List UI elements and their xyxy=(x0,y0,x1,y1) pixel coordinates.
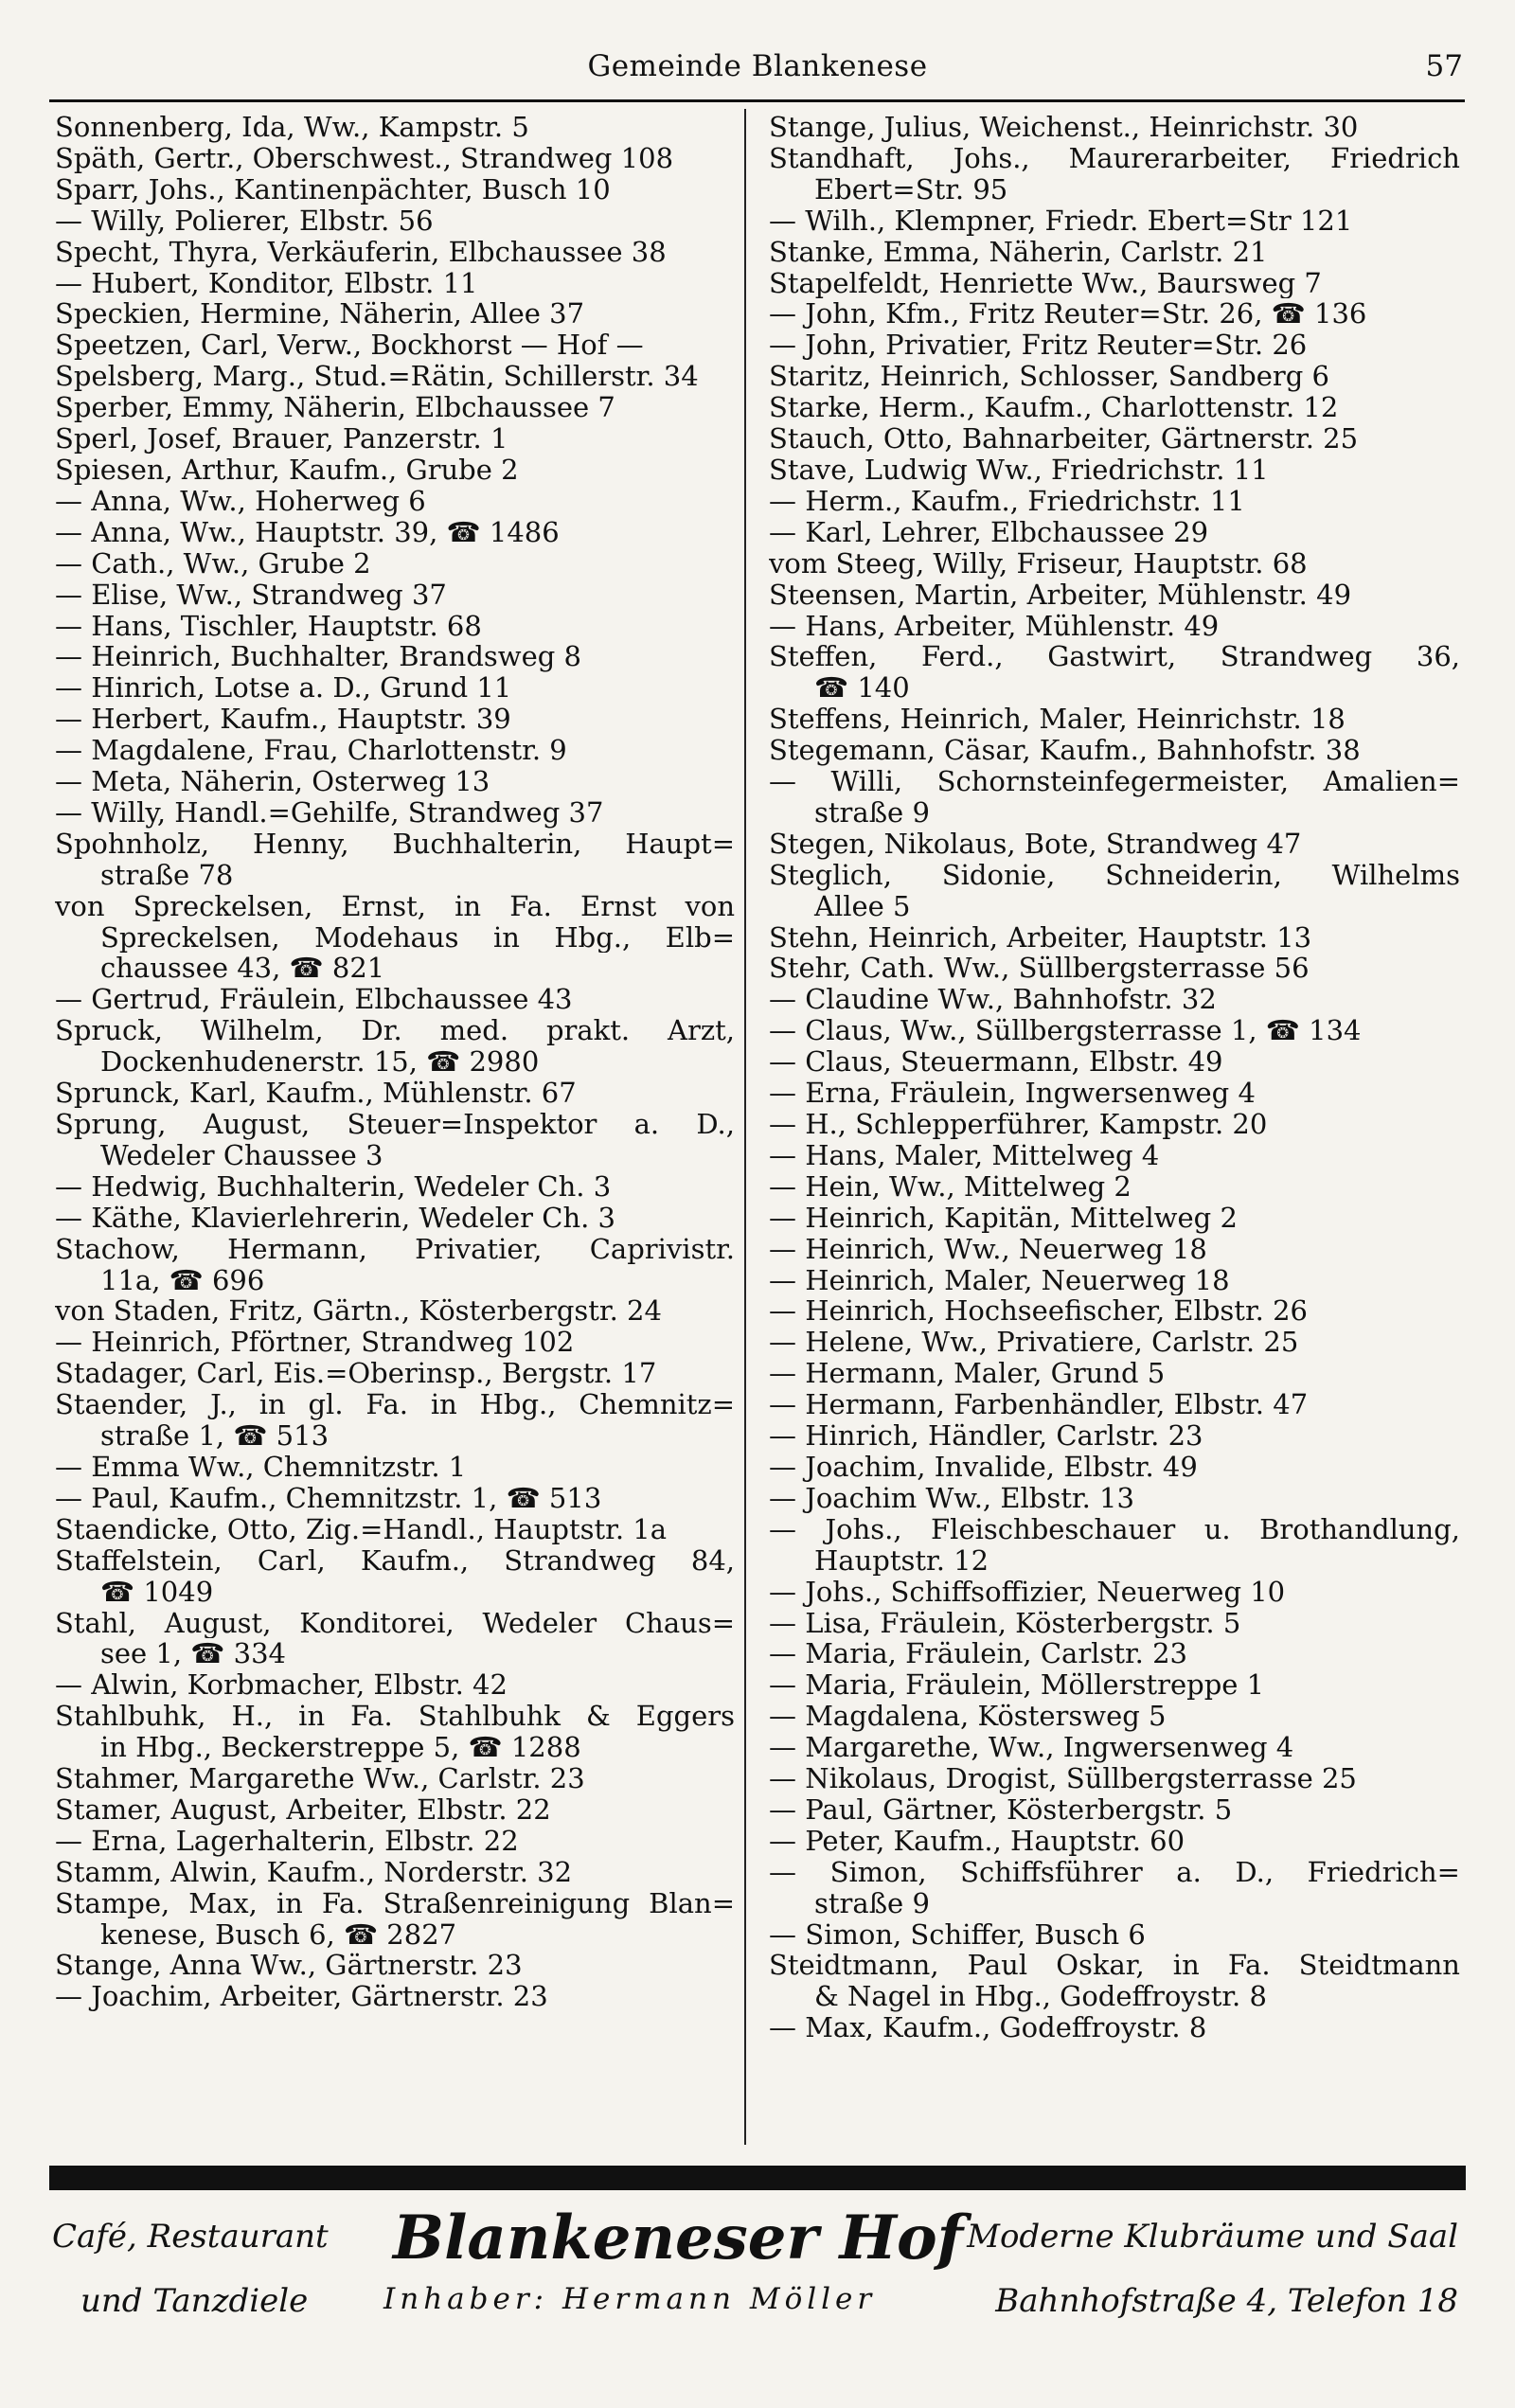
entry-line: Stanke, Emma, Näherin, Carlstr. 21 xyxy=(769,236,1268,268)
directory-entry xyxy=(769,1483,1460,1514)
directory-entry xyxy=(769,1452,1460,1483)
column-divider xyxy=(744,109,746,2145)
directory-entry xyxy=(769,486,1460,517)
directory-entry xyxy=(55,1171,735,1203)
entry-line: — Hinrich, Händler, Carlstr. 23 xyxy=(769,1420,1203,1452)
entry-line: — Johs., Fleischbeschauer u. Brothandlung, xyxy=(769,1513,1460,1545)
directory-entry xyxy=(55,268,735,299)
directory-entry xyxy=(55,1701,735,1763)
directory-entry xyxy=(55,1078,735,1109)
directory-entry xyxy=(55,1608,735,1670)
entry-line: Staendicke, Otto, Zig.=Handl., Hauptstr. 1a xyxy=(55,1513,668,1545)
directory-entry xyxy=(55,797,735,829)
entry-line: — Nikolaus, Drogist, Süllbergsterrasse 25 xyxy=(769,1763,1357,1794)
entry-line: vom Steeg, Willy, Friseur, Hauptstr. 68 xyxy=(769,547,1308,580)
ad-left-line-1: Café, Restaurant xyxy=(52,2218,329,2256)
directory-entry xyxy=(55,580,735,611)
directory-entry xyxy=(769,1203,1460,1234)
entry-line: — Heinrich, Ww., Neuerweg 18 xyxy=(769,1233,1207,1265)
directory-entry xyxy=(55,1327,735,1358)
directory-entry xyxy=(55,361,735,392)
entry-line: — Hans, Arbeiter, Mühlenstr. 49 xyxy=(769,610,1220,642)
entry-line: — Meta, Näherin, Osterweg 13 xyxy=(55,766,490,797)
left-column xyxy=(55,112,735,2012)
directory-entry xyxy=(55,1888,735,1951)
entry-line: Specht, Thyra, Verkäuferin, Elbchaussee 38 xyxy=(55,236,667,268)
entry-line: Steglich, Sidonie, Schneiderin, Wilhelms xyxy=(769,859,1460,891)
entry-line: — Lisa, Fräulein, Kösterbergstr. 5 xyxy=(769,1607,1241,1639)
directory-entry xyxy=(769,1763,1460,1794)
entry-line: Spelsberg, Marg., Stud.=Rätin, Schillerstr. 34 xyxy=(55,361,699,393)
directory-entry xyxy=(769,1046,1460,1078)
directory-entry xyxy=(55,1669,735,1701)
ad-left-line-2: und Tanzdiele xyxy=(80,2282,309,2320)
ad-brand-name: Blankeneser Hof xyxy=(393,2203,964,2274)
directory-entry xyxy=(769,1638,1460,1669)
directory-entry xyxy=(55,486,735,517)
directory-entry xyxy=(769,1078,1460,1109)
directory-entry xyxy=(55,704,735,735)
entry-line: Staender, J., in gl. Fa. in Hbg., Chemnitz= xyxy=(55,1389,735,1421)
directory-entry xyxy=(769,143,1460,205)
directory-entry xyxy=(769,517,1460,548)
entry-continuation-line: ☎ 1049 xyxy=(100,1576,214,1608)
directory-entry xyxy=(769,1358,1460,1389)
entry-line: — Hinrich, Lotse a. D., Grund 11 xyxy=(55,672,512,705)
ad-right-line-1: Moderne Klubräume und Saal xyxy=(967,2218,1458,2256)
directory-entry xyxy=(55,1295,735,1327)
entry-line: — Helene, Ww., Privatiere, Carlstr. 25 xyxy=(769,1327,1299,1359)
entry-line: — Claus, Steuermann, Elbstr. 49 xyxy=(769,1046,1223,1079)
entry-line: — Erna, Fräulein, Ingwersenweg 4 xyxy=(769,1078,1256,1109)
entry-line: — Hans, Tischler, Hauptstr. 68 xyxy=(55,610,482,642)
directory-entry xyxy=(55,455,735,486)
directory-entry xyxy=(55,548,735,580)
directory-entry xyxy=(55,1203,735,1234)
directory-entry xyxy=(55,392,735,423)
directory-entry xyxy=(55,641,735,672)
entry-line: Sperber, Emmy, Näherin, Elbchaussee 7 xyxy=(55,392,615,424)
entry-continuation-line: chaussee 43, ☎ 821 xyxy=(100,953,385,985)
entry-continuation-line: Dockenhudenerstr. 15, ☎ 2980 xyxy=(100,1046,540,1079)
directory-entry xyxy=(769,1701,1460,1732)
entry-line: Standhaft, Johs., Maurerarbeiter, Friedrich xyxy=(769,142,1460,174)
entry-line: Spruck, Wilhelm, Dr. med. prakt. Arzt, xyxy=(55,1015,735,1047)
entry-line: — Hein, Ww., Mittelweg 2 xyxy=(769,1170,1132,1203)
directory-entry xyxy=(769,1950,1460,2012)
directory-entry xyxy=(769,829,1460,860)
entry-line: — Maria, Fräulein, Möllerstreppe 1 xyxy=(769,1669,1265,1702)
directory-entry xyxy=(55,330,735,361)
entry-line: — Hubert, Konditor, Elbstr. 11 xyxy=(55,267,478,299)
entry-line: — John, Kfm., Fritz Reuter=Str. 26, ☎ 136 xyxy=(769,298,1367,330)
directory-entry xyxy=(769,237,1460,268)
directory-entry xyxy=(55,143,735,174)
directory-entry xyxy=(769,1826,1460,1857)
directory-entry xyxy=(55,1981,735,2012)
directory-entry xyxy=(55,1794,735,1826)
entry-line: Stadager, Carl, Eis.=Oberinsp., Bergstr. 17 xyxy=(55,1358,657,1390)
directory-entry xyxy=(769,205,1460,237)
entry-line: Steensen, Martin, Arbeiter, Mühlenstr. 49 xyxy=(769,579,1352,611)
entry-continuation-line: Wedeler Chaussee 3 xyxy=(100,1139,383,1171)
entry-line: — Wilh., Klempner, Friedr. Ebert=Str 121 xyxy=(769,205,1353,237)
entry-continuation-line: Spreckelsen, Modehaus in Hbg., Elb= xyxy=(100,921,735,954)
entry-line: — Alwin, Korbmacher, Elbstr. 42 xyxy=(55,1669,508,1702)
entry-line: Stegemann, Cäsar, Kaufm., Bahnhofstr. 38 xyxy=(769,735,1361,767)
directory-entry xyxy=(769,2012,1460,2043)
entry-line: Stange, Anna Ww., Gärtnerstr. 23 xyxy=(55,1950,523,1982)
directory-entry xyxy=(769,1919,1460,1951)
directory-entry xyxy=(769,984,1460,1015)
entry-line: Stapelfeldt, Henriette Ww., Baursweg 7 xyxy=(769,267,1322,299)
directory-entry xyxy=(55,1826,735,1857)
directory-entry xyxy=(55,1015,735,1078)
entry-line: — Anna, Ww., Hoherweg 6 xyxy=(55,485,426,517)
directory-entry xyxy=(55,517,735,548)
entry-line: — Herm., Kaufm., Friedrichstr. 11 xyxy=(769,485,1245,517)
entry-line: — Hans, Maler, Mittelweg 4 xyxy=(769,1139,1160,1171)
entry-line: — H., Schlepperführer, Kampstr. 20 xyxy=(769,1109,1268,1140)
directory-entry xyxy=(55,298,735,330)
entry-line: — Karl, Lehrer, Elbchaussee 29 xyxy=(769,516,1209,548)
ad-right-line-2: Bahnhofstraße 4, Telefon 18 xyxy=(995,2282,1458,2320)
entry-line: Späth, Gertr., Oberschwest., Strandweg 108 xyxy=(55,142,674,174)
entry-line: Stahlbuhk, H., in Fa. Stahlbuhk & Eggers xyxy=(55,1701,735,1733)
entry-continuation-line: straße 9 xyxy=(814,796,930,829)
directory-entry xyxy=(55,1857,735,1888)
entry-line: Stahl, August, Konditorei, Wedeler Chaus= xyxy=(55,1607,735,1639)
entry-continuation-line: ☎ 140 xyxy=(814,672,910,705)
directory-entry xyxy=(769,1171,1460,1203)
entry-line: Stave, Ludwig Ww., Friedrichstr. 11 xyxy=(769,454,1269,486)
entry-line: — Heinrich, Hochseefischer, Elbstr. 26 xyxy=(769,1295,1308,1328)
entry-line: von Spreckelsen, Ernst, in Fa. Ernst von xyxy=(55,890,735,922)
directory-entry xyxy=(769,766,1460,829)
entry-line: Staritz, Heinrich, Schlosser, Sandberg 6 xyxy=(769,361,1329,393)
directory-entry xyxy=(769,1295,1460,1327)
directory-entry xyxy=(55,766,735,797)
entry-line: — Heinrich, Kapitän, Mittelweg 2 xyxy=(769,1202,1238,1234)
entry-line: — Max, Kaufm., Godeffroystr. 8 xyxy=(769,2012,1207,2044)
entry-line: — Peter, Kaufm., Hauptstr. 60 xyxy=(769,1825,1185,1857)
entry-continuation-line: 11a, ☎ 696 xyxy=(100,1264,265,1296)
directory-entry xyxy=(55,1452,735,1483)
entry-line: Speetzen, Carl, Verw., Bockhorst — Hof — xyxy=(55,330,644,362)
entry-line: Stegen, Nikolaus, Bote, Strandweg 47 xyxy=(769,828,1302,860)
directory-entry xyxy=(55,829,735,891)
directory-entry xyxy=(769,1015,1460,1046)
directory-entry xyxy=(769,455,1460,486)
directory-entry xyxy=(769,1420,1460,1452)
directory-entry xyxy=(55,174,735,205)
entry-line: — Hermann, Farbenhändler, Elbstr. 47 xyxy=(769,1389,1309,1421)
entry-continuation-line: & Nagel in Hbg., Godeffroystr. 8 xyxy=(814,1981,1267,2013)
entry-line: — Paul, Gärtner, Kösterbergstr. 5 xyxy=(769,1793,1233,1826)
entry-line: Stehr, Cath. Ww., Süllbergsterrasse 56 xyxy=(769,953,1310,985)
entry-line: Sparr, Johs., Kantinenpächter, Busch 10 xyxy=(55,173,611,205)
directory-entry xyxy=(55,1234,735,1296)
page-title: Gemeinde Blankenese xyxy=(587,49,928,83)
directory-entry xyxy=(769,1140,1460,1171)
directory-entry xyxy=(769,704,1460,735)
entry-line: — Claudine Ww., Bahnhofstr. 32 xyxy=(769,984,1217,1016)
entry-line: Steffen, Ferd., Gastwirt, Strandweg 36, xyxy=(769,641,1460,673)
directory-entry xyxy=(769,580,1460,611)
directory-entry xyxy=(55,1545,735,1608)
entry-line: Stehn, Heinrich, Arbeiter, Hauptstr. 13 xyxy=(769,921,1312,954)
entry-line: — Simon, Schiffsführer a. D., Friedrich= xyxy=(769,1856,1460,1888)
entry-line: Stamm, Alwin, Kaufm., Norderstr. 32 xyxy=(55,1856,573,1888)
directory-entry xyxy=(769,1265,1460,1296)
directory-entry xyxy=(769,1794,1460,1826)
entry-line: — Käthe, Klavierlehrerin, Wedeler Ch. 3 xyxy=(55,1202,616,1234)
directory-entry xyxy=(55,1109,735,1171)
entry-line: — Heinrich, Maler, Neuerweg 18 xyxy=(769,1264,1230,1296)
directory-entry xyxy=(769,330,1460,361)
entry-line: — Claus, Ww., Süllbergsterrasse 1, ☎ 134 xyxy=(769,1015,1362,1047)
directory-entry xyxy=(769,298,1460,330)
entry-continuation-line: Allee 5 xyxy=(814,890,911,922)
directory-entry xyxy=(55,205,735,237)
directory-entry xyxy=(769,1732,1460,1763)
directory-entry xyxy=(769,860,1460,922)
entry-continuation-line: in Hbg., Beckerstreppe 5, ☎ 1288 xyxy=(100,1732,581,1764)
directory-entry xyxy=(769,1857,1460,1919)
entry-line: — Heinrich, Pförtner, Strandweg 102 xyxy=(55,1327,575,1359)
entry-line: — Erna, Lagerhalterin, Elbstr. 22 xyxy=(55,1825,519,1857)
entry-line: — Johs., Schiffsoffizier, Neuerweg 10 xyxy=(769,1576,1286,1608)
entry-line: — Paul, Kaufm., Chemnitzstr. 1, ☎ 513 xyxy=(55,1482,602,1514)
footer-rule xyxy=(49,2166,1466,2190)
directory-entry xyxy=(769,611,1460,642)
directory-entry xyxy=(769,423,1460,455)
directory-entry xyxy=(769,361,1460,392)
entry-line: — Herbert, Kaufm., Hauptstr. 39 xyxy=(55,704,511,736)
directory-entry xyxy=(55,1950,735,1981)
directory-entry xyxy=(769,548,1460,580)
directory-entry xyxy=(769,112,1460,143)
ad-owner: Inhaber: Hermann Möller xyxy=(383,2282,877,2316)
directory-entry xyxy=(769,641,1460,704)
entry-line: von Staden, Fritz, Gärtn., Kösterbergstr. 24 xyxy=(55,1295,662,1328)
directory-entry xyxy=(769,1234,1460,1265)
directory-entry xyxy=(769,1109,1460,1140)
entry-line: — Joachim, Arbeiter, Gärtnerstr. 23 xyxy=(55,1981,548,2013)
entry-line: Stauch, Otto, Bahnarbeiter, Gärtnerstr. 25 xyxy=(769,423,1359,455)
directory-entry xyxy=(55,1763,735,1794)
directory-entry xyxy=(55,1358,735,1389)
entry-line: — Willy, Polierer, Elbstr. 56 xyxy=(55,205,434,237)
directory-entry xyxy=(769,1608,1460,1639)
entry-line: — Elise, Ww., Strandweg 37 xyxy=(55,579,447,611)
directory-entry xyxy=(769,1514,1460,1577)
entry-line: — Magdalena, Köstersweg 5 xyxy=(769,1701,1167,1733)
entry-line: Spohnholz, Henny, Buchhalterin, Haupt= xyxy=(55,828,735,860)
directory-entry xyxy=(769,1669,1460,1701)
entry-line: Spiesen, Arthur, Kaufm., Grube 2 xyxy=(55,454,519,486)
entry-line: — Emma Ww., Chemnitzstr. 1 xyxy=(55,1451,467,1483)
entry-line: — Heinrich, Buchhalter, Brandsweg 8 xyxy=(55,641,581,673)
entry-line: — Willy, Handl.=Gehilfe, Strandweg 37 xyxy=(55,796,604,829)
right-column xyxy=(769,112,1460,2043)
directory-entry xyxy=(55,1514,735,1545)
directory-entry xyxy=(769,922,1460,954)
entry-continuation-line: see 1, ☎ 334 xyxy=(100,1638,287,1670)
entry-line: Stahmer, Margarethe Ww., Carlstr. 23 xyxy=(55,1763,585,1794)
entry-line: Stampe, Max, in Fa. Straßenreinigung Blan= xyxy=(55,1887,735,1919)
advertisement xyxy=(52,2197,1468,2348)
entry-line: — Hedwig, Buchhalterin, Wedeler Ch. 3 xyxy=(55,1170,612,1203)
entry-line: — Margarethe, Ww., Ingwersenweg 4 xyxy=(769,1732,1294,1764)
entry-line: — Simon, Schiffer, Busch 6 xyxy=(769,1918,1146,1951)
page-number: 57 xyxy=(1425,49,1463,83)
entry-line: Staffelstein, Carl, Kaufm., Strandweg 84, xyxy=(55,1544,735,1577)
entry-line: — Joachim, Invalide, Elbstr. 49 xyxy=(769,1451,1198,1483)
page-header xyxy=(52,49,1463,91)
entry-line: Stamer, August, Arbeiter, Elbstr. 22 xyxy=(55,1793,551,1826)
entry-line: Steffens, Heinrich, Maler, Heinrichstr. 18 xyxy=(769,704,1346,736)
directory-entry xyxy=(55,891,735,985)
entry-line: — John, Privatier, Fritz Reuter=Str. 26 xyxy=(769,330,1308,362)
directory-entry xyxy=(55,237,735,268)
directory-entry xyxy=(769,1577,1460,1608)
entry-continuation-line: straße 78 xyxy=(100,859,234,891)
entry-line: — Willi, Schornsteinfegermeister, Amalien= xyxy=(769,766,1460,797)
entry-line: Stange, Julius, Weichenst., Heinrichstr. 30 xyxy=(769,112,1359,143)
entry-line: Sperl, Josef, Brauer, Panzerstr. 1 xyxy=(55,423,508,455)
entry-line: — Joachim Ww., Elbstr. 13 xyxy=(769,1482,1134,1514)
directory-entry xyxy=(769,735,1460,766)
entry-line: — Cath., Ww., Grube 2 xyxy=(55,547,371,580)
entry-continuation-line: Ebert=Str. 95 xyxy=(814,173,1008,205)
directory-entry xyxy=(55,611,735,642)
entry-line: Starke, Herm., Kaufm., Charlottenstr. 12 xyxy=(769,392,1339,424)
directory-entry xyxy=(769,1389,1460,1420)
entry-continuation-line: straße 1, ☎ 513 xyxy=(100,1420,330,1452)
entry-continuation-line: kenese, Busch 6, ☎ 2827 xyxy=(100,1918,457,1951)
directory-entry xyxy=(769,392,1460,423)
entry-line: Speckien, Hermine, Näherin, Allee 37 xyxy=(55,298,585,330)
directory-entry xyxy=(55,1483,735,1514)
entry-line: Steidtmann, Paul Oskar, in Fa. Steidtmann xyxy=(769,1950,1460,1982)
directory-entry xyxy=(55,423,735,455)
directory-entry xyxy=(55,112,735,143)
entry-line: Sprunck, Karl, Kaufm., Mühlenstr. 67 xyxy=(55,1078,577,1109)
entry-line: — Anna, Ww., Hauptstr. 39, ☎ 1486 xyxy=(55,516,560,548)
entry-line: Sprung, August, Steuer=Inspektor a. D., xyxy=(55,1109,735,1140)
directory-entry xyxy=(769,268,1460,299)
directory-entry xyxy=(769,1327,1460,1358)
entry-continuation-line: Hauptstr. 12 xyxy=(814,1544,989,1577)
entry-line: — Maria, Fräulein, Carlstr. 23 xyxy=(769,1638,1188,1670)
header-rule xyxy=(49,99,1465,102)
entry-line: — Gertrud, Fräulein, Elbchaussee 43 xyxy=(55,984,573,1016)
entry-continuation-line: straße 9 xyxy=(814,1887,930,1919)
directory-entry xyxy=(55,1389,735,1452)
entry-line: Sonnenberg, Ida, Ww., Kampstr. 5 xyxy=(55,112,529,143)
directory-entry xyxy=(55,735,735,766)
directory-entry xyxy=(55,984,735,1015)
directory-entry xyxy=(769,953,1460,984)
entry-line: — Hermann, Maler, Grund 5 xyxy=(769,1358,1166,1390)
entry-line: Stachow, Hermann, Privatier, Caprivistr. xyxy=(55,1233,735,1265)
directory-entry xyxy=(55,672,735,704)
entry-line: — Magdalene, Frau, Charlottenstr. 9 xyxy=(55,735,567,767)
